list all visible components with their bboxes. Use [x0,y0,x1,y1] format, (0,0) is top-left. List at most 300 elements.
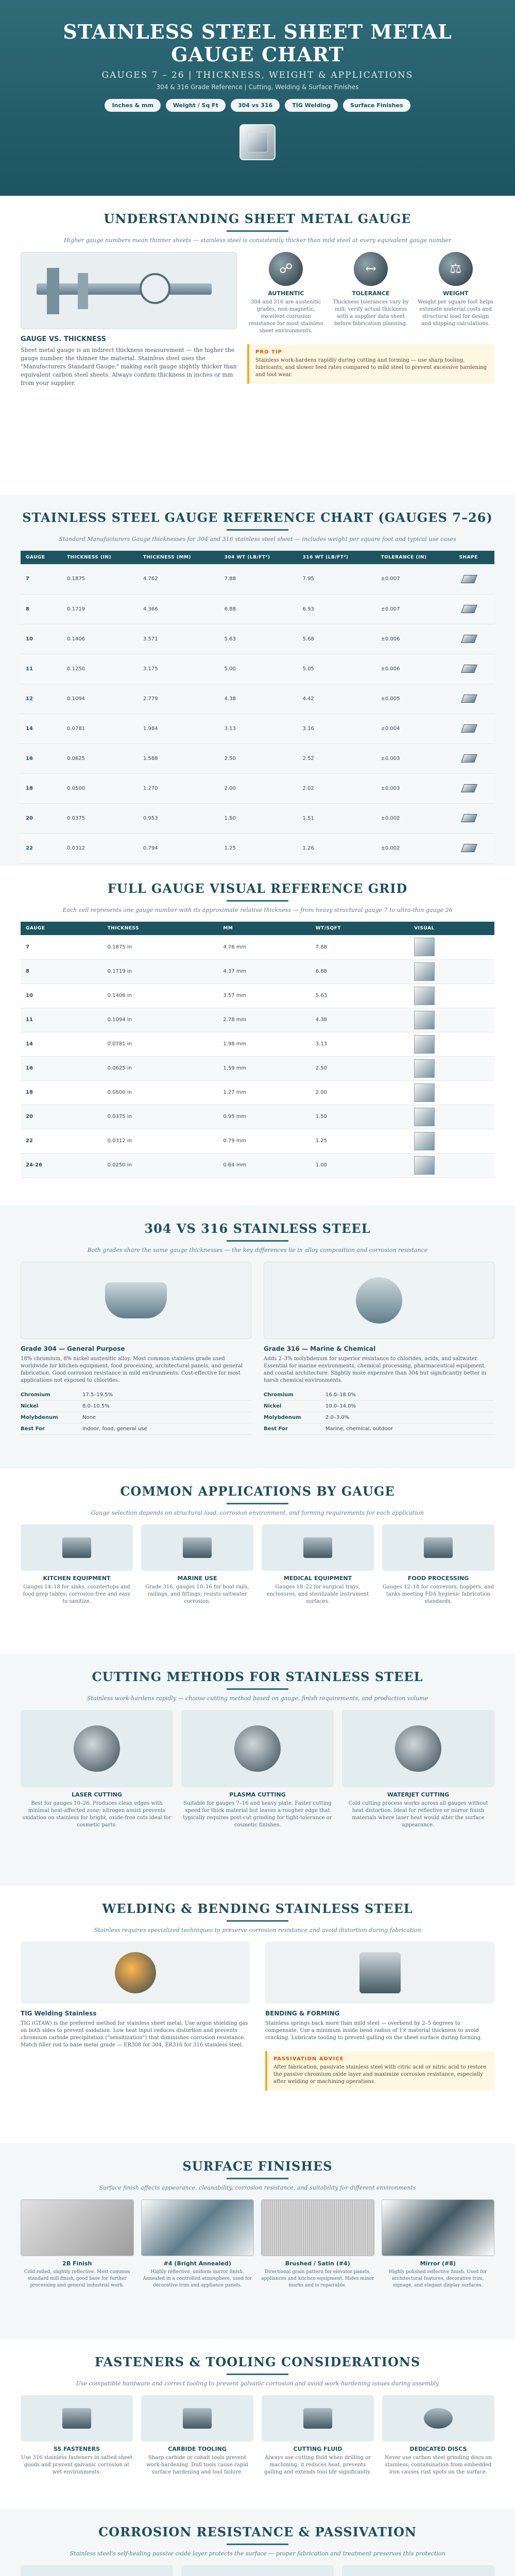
grid-row [21,1153,494,1177]
title-rule [227,1503,288,1504]
grade-316-card [264,1262,494,1435]
table-cell: 0.0781 [62,714,138,743]
text-label: CARBIDE TOOLING [168,2446,227,2452]
text-label: Weight per square foot helps estimate material costs and structural load for design and shipping calculations. [418,299,494,327]
text-label: Highly reflective, uniform mirror finish. Annealed in a controlled atmosphere, used for decorative trim and appliance panels. [143,2269,252,2288]
finishes-section [0,2143,515,2339]
table-cell: 2.50 [219,743,298,773]
text-label: Suitable for gauges 7–16 and heavy plate. Faster cutting speed for thick material but leaves a rougher edge that typically requires post-cut grinding for tight-tolerance or cosmetic finishes. [183,1801,332,1828]
table-cell: 1.50 [219,803,298,833]
feature-authentic [247,252,325,335]
grid-row [21,1105,494,1129]
finish-2b [21,2199,134,2289]
table-cell: ±0.007 [375,594,454,624]
page-title [0,0,515,66]
sheet-shape-icon [454,624,494,654]
text-label: 304 and 316 are austenitic grades, non-magnetic, excellent corrosion resistance for most stainless sheet environments. [248,299,323,334]
acid-tank-icon [21,2565,173,2576]
grades-desc: Both grades share the same gauge thicknesses — the key differences lie in alloy composition and corrosion resistance [87,1247,428,1253]
visual-grid-section [0,866,515,1206]
passivation-callout [265,2051,494,2091]
text-label: WEIGHT [442,290,469,297]
bending-title: BENDING & FORMING [265,2010,340,2017]
thickness-swatch-icon [409,1129,494,1153]
finish-swatch [141,2199,254,2256]
table-cell: 0.953 [138,803,219,833]
text-label: 8.0–10.5% [82,1403,110,1409]
table-cell: 0.0625 [62,743,138,773]
gauge-visual-table [21,922,494,1178]
gauge-cell: 14 [21,1032,102,1056]
text-label: Grade 316, gauges 10–16 for boat rails, railings, and fittings; resists saltwater corrosion. [145,1584,249,1604]
grid-header-cell: VISUAL [409,922,494,935]
drill-bit-icon [141,2395,253,2442]
table-row [21,624,494,654]
grid-cell: 0.1875 in [102,935,218,959]
grid-row [21,1080,494,1105]
title-rule [227,1920,288,1922]
app-medical [262,1524,374,1605]
text-label: Nickel [264,1403,282,1409]
table-cell: 0.1406 [62,624,138,654]
pill-weight[interactable]: Weight / Sq Ft [166,99,226,112]
prop-row [21,1423,251,1435]
pill-grades[interactable]: 304 vs 316 [231,99,280,112]
gauge-cell: 20 [21,1105,102,1129]
table-cell: 0.794 [138,833,219,863]
table-cell: 5.00 [219,654,298,684]
text-label: AUTHENTIC [268,290,304,297]
title-rule [227,1688,288,1690]
fasteners-title: FASTENERS & TOOLING CONSIDERATIONS [94,2354,421,2369]
grid-cell: 3.13 [311,1032,409,1056]
table-cell: 5.05 [298,654,376,684]
grade-316-name: Grade 316 — Marine & Chemical [264,1345,376,1352]
feature-weight [417,252,494,335]
sheet-shape-icon [454,773,494,803]
table-cell: 2.02 [298,773,376,803]
text-label: Gauges 14–18 for sinks, countertops and food prep tables; corrosion-free and easy to sanitize. [23,1584,131,1604]
table-cell: 1.25 [219,833,298,863]
gauge-cell: 20 [21,803,62,833]
grid-cell: 4.76 mm [218,935,310,959]
text-label: LASER CUTTING [72,1791,122,1798]
table-row [21,743,494,773]
table-cell: 0.0500 [62,773,138,803]
grid-row [21,1008,494,1032]
sheet-shape-icon [454,594,494,624]
gauge-cell: 8 [21,594,62,624]
grid-cell: 0.0625 in [102,1056,218,1080]
weight-icon: ⚖ [439,252,473,286]
grinding-disc-icon [382,2395,494,2442]
prop-row [264,1401,494,1412]
welding-desc: Stainless requires specialized techniques to preserve corrosion resistance and avoid distortion during fabrication [94,1927,421,1934]
tig-welding-block [21,1942,250,2091]
treat-passivation [21,2565,173,2576]
tip-fasteners [21,2395,133,2476]
title-rule [227,1240,288,1242]
grid-cell: 4.37 mm [218,959,310,984]
table-row [21,773,494,803]
table-cell: 3.175 [138,654,219,684]
gauge-reference-table [21,551,494,863]
table-cell: 7.88 [219,564,298,594]
text-label: Chromium [264,1392,294,1398]
grid-cell: 4.38 [311,1008,409,1032]
text-label: Thickness tolerances vary by mill; verify actual thickness with a supplier data sheet before fabrication planning. [333,299,409,327]
table-cell: 1.588 [138,743,219,773]
grid-cell: 5.63 [311,984,409,1008]
text-label: 2B Finish [62,2260,92,2267]
text-label: Mirror (#8) [420,2260,456,2267]
grid-cell: 2.00 [311,1080,409,1105]
table-cell: 1.984 [138,714,219,743]
grid-cell: 0.0250 in [102,1153,218,1177]
ref-header-cell: SHAPE [454,551,494,564]
gauge-vs-thickness-heading: GAUGE VS. THICKNESS [21,335,106,343]
sheet-metal-icon [239,124,276,160]
text-label: Always use cutting fluid when drilling or machining; it reduces heat, prevents galling and extends tool life significantly. [264,2455,371,2475]
text-label: 2.0–3.0% [325,1415,350,1420]
grid-cell: 0.0312 in [102,1129,218,1153]
pill-finishes[interactable]: Surface Finishes [343,99,410,112]
text-label: Molybdenum [264,1415,301,1420]
grid-cell: 6.88 [311,959,409,984]
grid-cell: 0.1719 in [102,959,218,984]
finish-brushed [261,2199,374,2289]
table-cell: ±0.007 [375,564,454,594]
grid-row [21,959,494,984]
text-label: Marine, chemical, outdoor [325,1426,393,1432]
reference-desc: Standard Manufacturers Gauge thicknesses for 304 and 316 stainless steel sheet — includes weight per square foot and typical use cases [59,536,456,543]
marine-fitting-illustration [264,1262,494,1339]
grid-cell: 1.00 [311,1153,409,1177]
app-kitchen [21,1524,133,1605]
sheet-shape-icon [454,654,494,684]
sheet-shape-icon [454,833,494,863]
title-rule [227,900,288,902]
table-cell: 1.270 [138,773,219,803]
title-line-1: STAINLESS STEEL SHEET METAL [63,20,452,43]
bolt-icon [21,2395,133,2442]
text-label: Best for gauges 10–26. Produces clean edges with minimal heat-affected zone; nitrogen assist prevents oxidation on stainless for bright, oxide-free cuts ideal for cosmetic parts. [22,1801,171,1828]
pill-tig[interactable]: TIG Welding [285,99,338,112]
weld-bead-icon [342,2565,494,2576]
prop-row [21,1401,251,1412]
grid-row [21,984,494,1008]
text-label: CUTTING FLUID [293,2446,342,2452]
text-label: Chromium [21,1392,50,1398]
understanding-title: UNDERSTANDING SHEET METAL GAUGE [104,211,411,226]
gauge-cell: 12 [21,684,62,714]
table-cell: 0.0312 [62,833,138,863]
sheet-shape-icon [454,743,494,773]
welding-helmet-icon [21,1942,250,2004]
grid-row [21,1129,494,1153]
table-cell: 4.38 [219,684,298,714]
prop-row [264,1389,494,1401]
pro-tip-callout [247,344,494,384]
table-cell: 0.1250 [62,654,138,684]
table-cell: 4.762 [138,564,219,594]
gauge-cell: 18 [21,773,62,803]
grade-316-body: Adds 2–3% molybdenum for superior resistance to chlorides, acids, and saltwater. Essential for marine environments, chemical processing, pharmaceutical equipment, and coastal architecture. Slightly more expensive than 304 but significantly better in harsh chemical environments. [264,1356,487,1383]
method-laser [21,1710,173,1829]
ref-header-cell: THICKNESS (IN) [62,551,138,564]
thickness-swatch-icon [409,1056,494,1080]
press-brake-icon [265,1942,494,2004]
grid-cell: 2.78 mm [218,1008,310,1032]
prop-row [264,1423,494,1435]
ref-header-cell: TOLERANCE (IN) [375,551,454,564]
grade-304-name: Grade 304 — General Purpose [21,1345,125,1352]
finishes-title: SURFACE FINISHES [182,2159,333,2174]
title-line-2: GAUGE CHART [171,43,344,66]
finish-ba [141,2199,254,2289]
text-label: Cold rolled, slightly reflective. Most common standard mill finish, good base for further processing and general industrial work. [24,2269,130,2288]
bending-body: Stainless springs back more than mild steel — overbend by 2–5 degrees to compensate. Use a minimum inside bend radius of 1× material thickness to avoid cracking. Lubricate tooling to prevent galling on the sheet surface during forming. [265,2021,483,2041]
grid-cell: 0.95 mm [218,1105,310,1129]
text-label: 17.5–19.5% [82,1392,113,1398]
grid-cell: 0.64 mm [218,1153,310,1177]
sheet-shape-icon [454,684,494,714]
oil-can-icon [262,2395,374,2442]
cutting-desc: Stainless work-hardens rapidly — choose cutting method based on gauge, finish requirements, and production volume [87,1695,428,1702]
grid-cell: 0.1406 in [102,984,218,1008]
app-food [382,1524,494,1605]
table-row [21,594,494,624]
kitchen-icon [21,1524,133,1571]
table-cell: 6.93 [298,594,376,624]
gauge-cell: 11 [21,654,62,684]
grades-title: 304 VS 316 STAINLESS STEEL [144,1221,371,1236]
tig-title: TIG Welding Stainless [21,2010,97,2017]
pro-tip-body: Stainless work-hardens rapidly during cutting and forming — use sharp tooling, lubricants, and slower feed rates compared to mild steel to prevent excessive hardening and tool wear. [255,358,487,378]
cutting-section [0,1654,515,1886]
text-label: PLASMA CUTTING [229,1791,286,1798]
tig-body: TIG (GTAW) is the preferred method for stainless sheet metal. Use argon shielding gas on both sides to prevent oxidation. Low heat input reduces distortion and prevents chromium carbide precipitation ("sensitization") that diminishes corrosion resistance. Match filler rod to base metal grade — ER308 for 304, ER316 for 316 stainless steel. [21,2021,248,2048]
grid-cell: 1.50 [311,1105,409,1129]
table-cell: 7.95 [298,564,376,594]
text-label: Cold cutting process works across all gauges without heat distortion. Ideal for reflective or mirror finish materials where laser heat would alter the surface appearance. [348,1801,488,1828]
table-row [21,803,494,833]
finishes-desc: Surface finish affects appearance, cleanability, corrosion resistance, and suitability for different environments [99,2184,416,2191]
gauge-cell: 10 [21,984,102,1008]
hero-banner [0,0,515,196]
title-rule [227,2178,288,2179]
welding-title: WELDING & BENDING STAINLESS STEEL [102,1901,413,1916]
table-cell: 4.42 [298,684,376,714]
method-plasma [181,1710,334,1829]
text-label: Use 316 stainless fasteners in salted sheet goods and prevent galvanic corrosion at wet environments. [21,2455,133,2475]
boat-icon [141,1524,253,1571]
gauge-cell: 22 [21,833,62,863]
title-rule [227,2544,288,2545]
grade-304-card [21,1262,251,1435]
grid-title: FULL GAUGE VISUAL REFERENCE GRID [107,881,408,896]
grid-header-cell: WT/SQFT [311,922,409,935]
thickness-swatch-icon [409,959,494,984]
text-label: TOLERANCE [352,290,390,297]
text-label: #4 (Bright Annealed) [163,2260,231,2267]
table-cell: 0.1875 [62,564,138,594]
bending-block [265,1942,494,2091]
method-waterjet [342,1710,494,1829]
table-row [21,833,494,863]
treat-pickling [342,2565,494,2576]
reference-table-section [0,495,515,866]
title-rule [227,529,288,531]
table-row [21,654,494,684]
table-cell: ±0.006 [375,624,454,654]
ruler-icon: ↔ [354,252,388,286]
sheet-shape-icon [454,803,494,833]
thickness-swatch-icon [409,1032,494,1056]
text-label: Directional grain pattern for elevator panels, appliances and kitchen equipment. Hides minor marks and is repairable. [261,2269,374,2288]
gauge-vs-thickness-body: Sheet metal gauge is an indirect thickness measurement — the higher the gauge number, the thinner the material. Stainless steel uses the "Manufacturers Standard Gauge," making each gauge slightly thicker than equivalent carbon steel sheets. Always confirm thickness in inches or mm from your supplier. [21,347,237,386]
finish-mirror [382,2199,495,2289]
grid-cell: 0.79 mm [218,1129,310,1153]
hero-pills [0,99,515,112]
table-cell: ±0.003 [375,743,454,773]
pill-units[interactable]: Inches & mm [105,99,160,112]
medical-tray-icon [262,1524,374,1571]
text-label: Brushed / Satin (#4) [285,2260,350,2267]
gauge-cell: 10 [21,624,62,654]
hero-subtitle: GAUGES 7 – 26 | THICKNESS, WEIGHT & APPLICATIONS [101,70,414,80]
waterjet-icon [342,1710,494,1787]
gauge-cell: 24-26 [21,1153,102,1177]
ref-header-cell: 316 WT (LB/FT²) [298,551,376,564]
grid-desc: Each cell represents one gauge number with its approximate relative thickness — from heavy structural gauge 7 to ultra-thin gauge 26 [62,907,453,913]
sheet-shape-icon [454,564,494,594]
text-label: DEDICATED DISCS [409,2446,467,2452]
grid-header-cell: MM [218,922,310,935]
table-cell: 2.00 [219,773,298,803]
prop-row [21,1412,251,1423]
gauge-cell: 11 [21,1008,102,1032]
tip-fluid [262,2395,374,2476]
table-cell: 4.366 [138,594,219,624]
tip-carbide [141,2395,253,2476]
grid-cell: 0.0500 in [102,1080,218,1105]
cutting-title: CUTTING METHODS FOR STAINLESS STEEL [92,1669,423,1684]
understanding-desc: Higher gauge numbers mean thinner sheets — stainless steel is consistently thicker than mild steel at every equivalent gauge number [64,237,451,244]
gauge-cell: 22 [21,1129,102,1153]
ref-header-cell: 304 WT (LB/FT²) [219,551,298,564]
text-label: Nickel [21,1403,39,1409]
corrosion-title: CORROSION RESISTANCE & PASSIVATION [98,2524,417,2539]
grid-header-cell: GAUGE [21,922,102,935]
table-cell: ±0.006 [375,654,454,684]
grid-cell: 1.25 [311,1129,409,1153]
table-row [21,714,494,743]
text-label: 16.0–18.0% [325,1392,356,1398]
table-cell: 0.1719 [62,594,138,624]
electropolish-icon [181,2565,334,2576]
grades-section [0,1206,515,1468]
grid-row [21,935,494,959]
grid-cell: 7.88 [311,935,409,959]
text-label: Best For [264,1426,288,1432]
table-cell: 1.26 [298,833,376,863]
thickness-swatch-icon [409,935,494,959]
text-label: 10.0–14.0% [325,1403,356,1409]
corrosion-desc: Stainless steel's self-healing passive oxide layer protects the surface — proper fabrication and treatment preserves this protection [70,2550,445,2557]
table-cell: ±0.005 [375,684,454,714]
table-cell: ±0.004 [375,714,454,743]
table-cell: ±0.003 [375,773,454,803]
tip-discs [382,2395,494,2476]
shield-icon: ☍ [269,252,303,286]
applications-title: COMMON APPLICATIONS BY GAUGE [120,1484,395,1499]
prop-row [264,1412,494,1423]
table-row [21,684,494,714]
table-cell: 2.52 [298,743,376,773]
thickness-swatch-icon [409,1153,494,1177]
table-cell: 3.13 [219,714,298,743]
sheet-shape-icon [454,714,494,743]
table-cell: 3.571 [138,624,219,654]
thickness-swatch-icon [409,1008,494,1032]
text-label: SS FASTENERS [54,2446,100,2452]
gauge-cell: 7 [21,564,62,594]
thickness-swatch-icon [409,984,494,1008]
grade-304-body: 18% chromium, 8% nickel austenitic alloy. Most common stainless grade used worldwide for kitchen equipment, food processing, architectural panels, and general fabrication. Good corrosion resistance in mild environments. Cost-effective for most applications not exposed to chlorides. [21,1356,243,1383]
grid-header-cell: THICKNESS [102,922,218,935]
pro-tip-heading: PRO TIP [255,349,282,355]
text-label: Gauges 18–22 for surgical trays, enclosures, and sterilizable instrument surfaces. [266,1584,369,1604]
understanding-section [0,196,515,495]
table-cell: ±0.002 [375,833,454,863]
table-row [21,564,494,594]
corrosion-section [0,2509,515,2576]
text-label: Indoor, food, general use [82,1426,147,1432]
treat-electropolishing [181,2565,334,2576]
finish-swatch [21,2199,134,2256]
text-label: Gauges 12–18 for conveyors, hoppers, and tanks meeting FDA hygienic fabrication standards. [382,1584,494,1604]
text-label: WATERJET CUTTING [387,1791,450,1798]
gauge-cell: 8 [21,959,102,984]
conveyor-icon [382,1524,494,1571]
gauge-cell: 16 [21,743,62,773]
table-cell: 5.63 [219,624,298,654]
table-cell: 3.16 [298,714,376,743]
title-rule [227,2374,288,2375]
app-marine [141,1524,253,1605]
gauge-cell: 14 [21,714,62,743]
prop-row [21,1389,251,1401]
text-label: After fabrication, passivate stainless steel with citric acid or nitric acid to restore the passive chromium oxide layer and maximize corrosion resistance, especially after welding or machining operations. [273,2064,487,2084]
hero-tagline: 304 & 316 Grade Reference | Cutting, Welding & Surface Finishes [156,83,359,91]
thickness-swatch-icon [409,1080,494,1105]
table-cell: 0.0375 [62,803,138,833]
thickness-swatch-icon [409,1105,494,1129]
text-label: Best For [21,1426,45,1432]
table-cell: 0.1094 [62,684,138,714]
grid-cell: 1.59 mm [218,1056,310,1080]
grid-row [21,1032,494,1056]
table-cell: ±0.002 [375,803,454,833]
title-rule [227,230,288,232]
reference-title: STAINLESS STEEL GAUGE REFERENCE CHART (GAUGES 7–26) [22,510,493,525]
feature-tolerance [332,252,410,335]
table-cell: 2.779 [138,684,219,714]
grid-cell: 0.0375 in [102,1105,218,1129]
text-label: MEDICAL EQUIPMENT [283,1575,352,1582]
applications-desc: Gauge selection depends on structural load, corrosion environment, and forming requirements for each application [91,1510,424,1516]
